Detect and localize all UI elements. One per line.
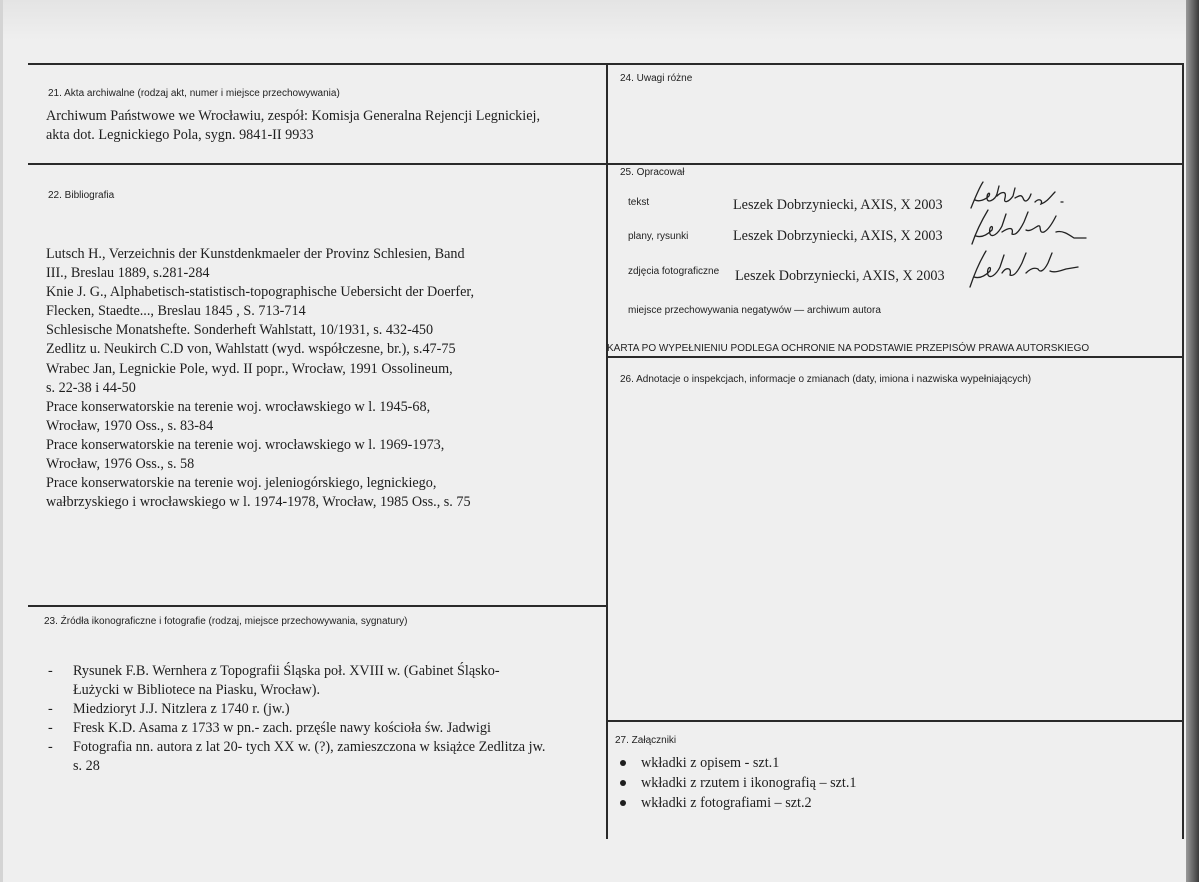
list-item <box>48 700 520 719</box>
photos-author-value: Leszek Dobrzyniecki, AXIS, X 2003 <box>735 268 945 284</box>
bullet-icon <box>620 800 626 806</box>
list-item-continuation <box>48 757 520 776</box>
bullet-icon <box>620 760 626 766</box>
list-item <box>48 738 546 757</box>
page-edge-right <box>1186 0 1199 882</box>
list-dash: - <box>48 701 53 717</box>
bibliography-line: Knie J. G., Alphabetisch-statistisch-topographische Uebersicht der Doerfer, <box>46 284 475 301</box>
bullet-icon <box>620 780 626 786</box>
section-21-label: 21. Akta archiwalne (rodzaj akt, numer i miejsce przechowywania) <box>48 88 340 99</box>
drawings-author-value: Leszek Dobrzyniecki, AXIS, X 2003 <box>733 228 943 244</box>
page-edge-left <box>0 0 3 882</box>
list-item-continuation <box>48 681 520 700</box>
bibliography-line: Wrocław, 1976 Oss., s. 58 <box>46 456 195 473</box>
bibliography-line: III., Breslau 1889, s.281-284 <box>46 265 210 282</box>
attachments-list <box>620 753 857 813</box>
list-item <box>48 719 520 738</box>
bibliography-line: Zedlitz u. Neukirch C.D von, Wahlstatt (wyd. współczesne, br.), s.47-75 <box>46 341 456 358</box>
rule-right-section-26 <box>607 356 1183 358</box>
bibliography-line: Prace konserwatorskie na terenie woj. wrocławskiego w l. 1969-1973, <box>46 436 445 453</box>
bibliography-line: s. 22-38 i 44-50 <box>46 379 136 396</box>
signature-photos <box>966 243 1091 291</box>
section-22-label: 22. Bibliografia <box>48 190 115 201</box>
list-item <box>620 793 836 813</box>
rule-right-section-27 <box>607 720 1183 722</box>
section-24-label: 24. Uwagi różne <box>620 73 693 84</box>
section-21-line-2: akta dot. Legnickiego Pola, sygn. 9841-II 9933 <box>46 127 314 143</box>
section-26-label: 26. Adnotacje o inspekcjach, informacje o zmianach (daty, imiona i nazwiska wypełniających) <box>620 374 1032 385</box>
text-author-label: tekst <box>628 197 650 208</box>
scan-shade <box>0 0 1199 40</box>
attachment-line: wkładki z rzutem i ikonografią – szt.1 <box>641 775 857 791</box>
source-line: s. 28 <box>73 758 100 774</box>
list-dash: - <box>48 663 53 679</box>
rule-left-section-23 <box>28 605 608 607</box>
negatives-location: miejsce przechowywania negatywów — archiwum autora <box>628 305 881 316</box>
rule-center <box>606 63 608 839</box>
source-line: Fotografia nn. autora z lat 20- tych XX w. (?), zamieszczona w książce Zedlitza jw. <box>73 739 546 755</box>
bibliography-line: Wrabec Jan, Legnickie Pole, wyd. II popr., Wrocław, 1991 Ossolineum, <box>46 360 453 377</box>
source-line: Łużycki w Bibliotece na Piasku, Wrocław). <box>73 682 320 698</box>
section-27-label: 27. Załączniki <box>615 735 677 746</box>
bibliography-line: Prace konserwatorskie na terenie woj. wrocławskiego w l. 1945-68, <box>46 398 431 415</box>
list-item <box>620 753 836 773</box>
attachment-line: wkładki z fotografiami – szt.2 <box>641 795 812 811</box>
iconographic-sources-list <box>48 662 546 776</box>
bibliography-line: wałbrzyskiego i wrocławskiego w l. 1974-1978, Wrocław, 1985 Oss., s. 75 <box>46 494 471 511</box>
text-author-value: Leszek Dobrzyniecki, AXIS, X 2003 <box>733 197 943 213</box>
bibliography-line: Lutsch H., Verzeichnis der Kunstdenkmaeler der Provinz Schlesien, Band <box>46 246 465 262</box>
section-23-label: 23. Źródła ikonograficzne i fotografie (rodzaj, miejsce przechowywania, sygnatury) <box>44 616 408 627</box>
list-item <box>620 773 857 793</box>
drawings-author-label: plany, rysunki <box>628 231 689 242</box>
list-dash: - <box>48 720 53 736</box>
attachment-line: wkładki z opisem - szt.1 <box>641 755 780 771</box>
source-line: Fresk K.D. Asama z 1733 w pn.- zach. przęśle nawy kościoła św. Jadwigi <box>73 720 491 736</box>
source-line: Rysunek F.B. Wernhera z Topografii Śląska poł. XVIII w. (Gabinet Śląsko- <box>73 663 500 679</box>
bibliography-line: Prace konserwatorskie na terenie woj. jeleniogórskiego, legnickiego, <box>46 475 437 492</box>
copyright-notice: KARTA PO WYPEŁNIENIU PODLEGA OCHRONIE NA PODSTAWIE PRZEPISÓW PRAWA AUTORSKIEGO <box>607 343 1090 354</box>
list-dash: - <box>48 739 53 755</box>
rule-right <box>1182 63 1184 839</box>
bibliography-line: Schlesische Monatshefte. Sonderheft Wahlstatt, 10/1931, s. 432-450 <box>46 322 434 339</box>
bibliography-line: Flecken, Staedte..., Breslau 1845 , S. 713-714 <box>46 303 306 320</box>
photos-author-label: zdjęcia fotograficzne <box>628 266 720 277</box>
bibliography-list <box>46 245 474 512</box>
source-line: Miedzioryt J.J. Nitzlera z 1740 r. (jw.) <box>73 701 290 717</box>
section-21-line-1: Archiwum Państwowe we Wrocławiu, zespół: Komisja Generalna Rejencji Legnickiej, <box>46 108 541 124</box>
section-25-label: 25. Opracował <box>620 167 685 178</box>
list-item <box>48 662 520 681</box>
bibliography-line: Wrocław, 1970 Oss., s. 83-84 <box>46 417 214 434</box>
